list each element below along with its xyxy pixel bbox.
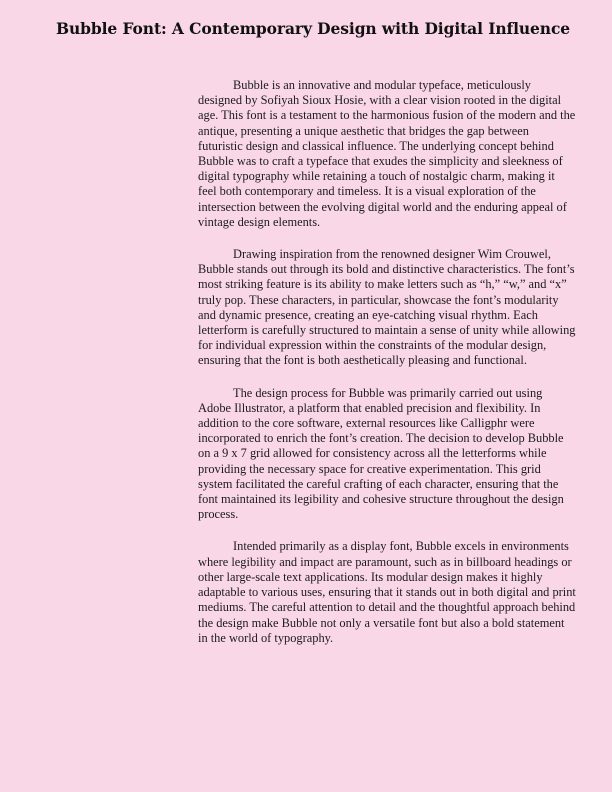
paragraph-design-process: The design process for Bubble was primarily carried out using Adobe Illustrator, a platform that enabled precision and flexibility. In addition to the core software, external resources like Calligphr were incorporated to enrich the font’s creation. The decision to develop Bubble on a 9 x 7 grid allowed for consistency across all the letterforms while providing the necessary space for creative experimentation. This grid system facilitated the careful crafting of each character, ensuring that the font maintained its legibility and cohesive structure throughout the design process. — [198, 385, 564, 522]
page-title: Bubble Font: A Contemporary Design with Digital Influence — [56, 19, 571, 38]
paragraph-intro: Bubble is an innovative and modular typeface, meticulously designed by Sofiyah Sioux Hosie, with a clear vision rooted in the digital age. This font is a testament to the harmonious fusion of the modern and the antique, presenting a unique aesthetic that bridges the gap between futuristic design and classical influence. The underlying concept behind Bubble was to craft a typeface that exudes the simplicity and sleekness of digital typography while retaining a touch of nostalgic charm, making it feel both contemporary and timeless. It is a visual exploration of the intersection between the evolving digital world and the enduring appeal of vintage design elements. — [198, 78, 576, 229]
article-body — [198, 78, 576, 663]
paragraph-usage: Intended primarily as a display font, Bubble excels in environments where legibility and impact are paramount, such as in billboard headings or other large-scale text applications. Its modular design makes it highly adaptable to various uses, ensuring that it stands out in both digital and print mediums. The careful attention to detail and the thoughtful approach behind the design make Bubble not only a versatile font but also a bold statement in the world of typography. — [198, 539, 576, 645]
paragraph-inspiration: Drawing inspiration from the renowned designer Wim Crouwel, Bubble stands out through its bold and distinctive characteristics. The font’s most striking feature is its ability to make letters such as “h,” “w,” and “x” truly pop. These characters, in particular, showcase the font’s modularity and dynamic presence, creating an eye-catching visual rhythm. Each letterform is carefully structured to maintain a sense of unity while allowing for individual expression within the constraints of the modular design, ensuring that the font is both aesthetically pleasing and functional. — [198, 247, 576, 368]
